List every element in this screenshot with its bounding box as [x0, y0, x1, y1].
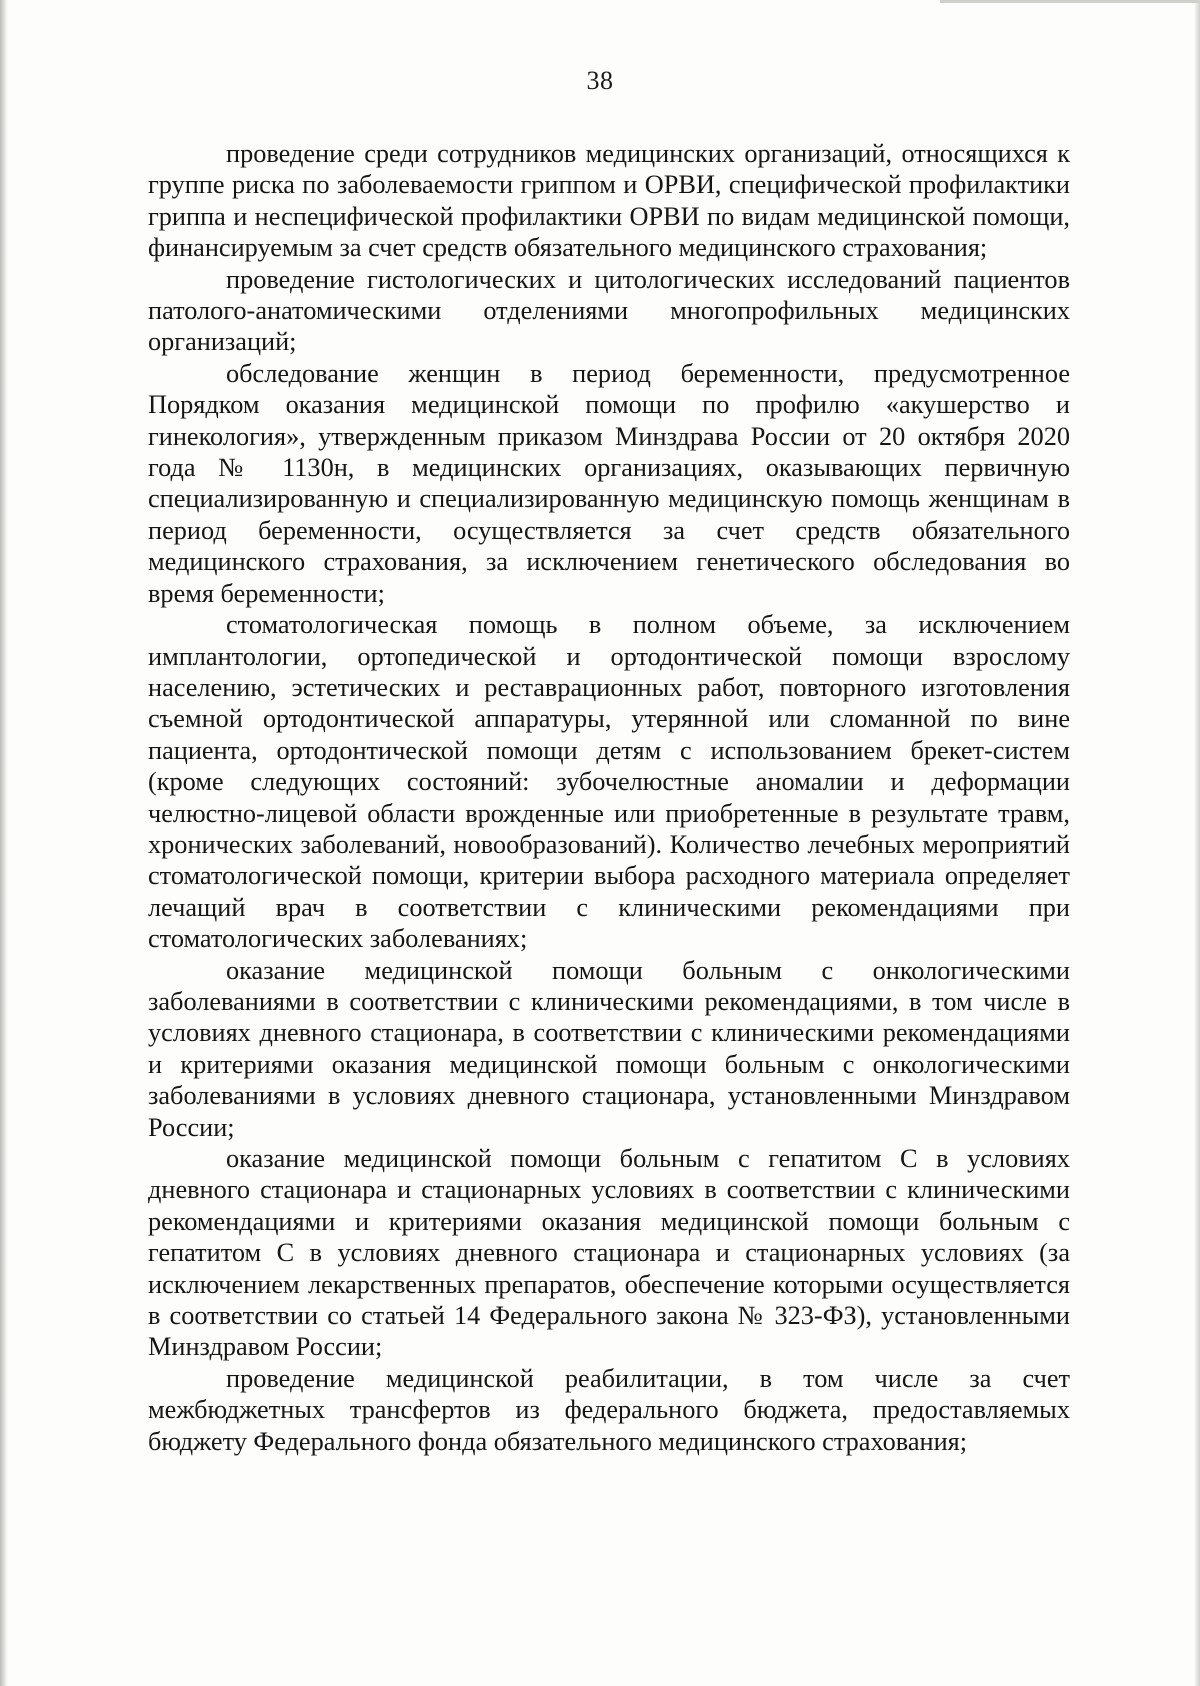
page-number: 38 — [586, 66, 614, 95]
paragraph-histology: проведение гистологических и цитологических исследований пациентов патолого-анатомическими отделениями многопрофильных медицинских организаций; — [148, 264, 1070, 357]
paragraph-oncology-care: оказание медицинской помощи больным с онкологическими заболеваниями в соответствии с клиническими рекомендациями, в том числе в условиях дневного стационара, в соответствии с клиническими рекомендациями и критериями оказания медицинской помощи больным с онкологическими заболеваниями в условиях дневного стационара, установленными Минздравом России; — [148, 955, 1070, 1142]
paragraph-hepatitis-c-care: оказание медицинской помощи больным с гепатитом С в условиях дневного стационара и стационарных условиях в соответствии с клиническими рекомендациями и критериями оказания медицинской помощи больным с гепатитом С в условиях дневного стационара и стационарных условиях (за исключением лекарственных препаратов, обеспечение которыми осуществляется в соответствии со статьей 14 Федерального закона № 323-ФЗ), установленными Минздравом России; — [148, 1144, 1070, 1362]
paragraph-pregnancy-examination: обследование женщин в период беременности, предусмотренное Порядком оказания медицинской помощи по профилю «акушерство и гинекология», утвержденным приказом Минздрава России от 20 октября 2020 года № 1130н, в медицинских организациях, оказывающих первичную специализированную и специализированную медицинскую помощь женщинам в период беременности, осуществляется за счет средств обязательного медицинского страхования, за исключением генетического обследования во время беременности; — [148, 358, 1070, 608]
paragraph-dental-care: стоматологическая помощь в полном объеме, за исключением имплантологии, ортопедической и ортодонтической помощи взрослому населению, эстетических и реставрационных работ, повторного изготовления съемной ортодонтической аппаратуры, утерянной или сломанной по вине пациента, ортодонтической помощи детям с использованием брекет-систем (кроме следующих состояний: зубочелюстные аномалии и деформации челюстно-лицевой области врожденные или приобретенные в результате травм, хронических заболеваний, новообразований). Количество лечебных мероприятий стоматологической помощи, критерии выбора расходного материала определяет лечащий врач в соответствии с клиническими рекомендациями при стоматологических заболеваниях; — [148, 610, 1070, 954]
paragraph-rehabilitation: проведение медицинской реабилитации, в том числе за счет межбюджетных трансфертов из федерального бюджета, предоставляемых бюджету Федерального фонда обязательного медицинского страхования; — [148, 1363, 1070, 1456]
scan-edge-left — [0, 0, 8, 1686]
paragraph-flu-prevention: проведение среди сотрудников медицинских организаций, относящихся к группе риска по заболеваемости гриппом и ОРВИ, специфической профилактики гриппа и неспецифической профилактики ОРВИ по видам медицинской помощи, финансируемым за счет средств обязательного медицинского страхования; — [148, 139, 1070, 263]
scan-edge-top — [940, 0, 1200, 3]
document-body — [148, 138, 1070, 1457]
scan-edge-right — [1194, 0, 1200, 1686]
